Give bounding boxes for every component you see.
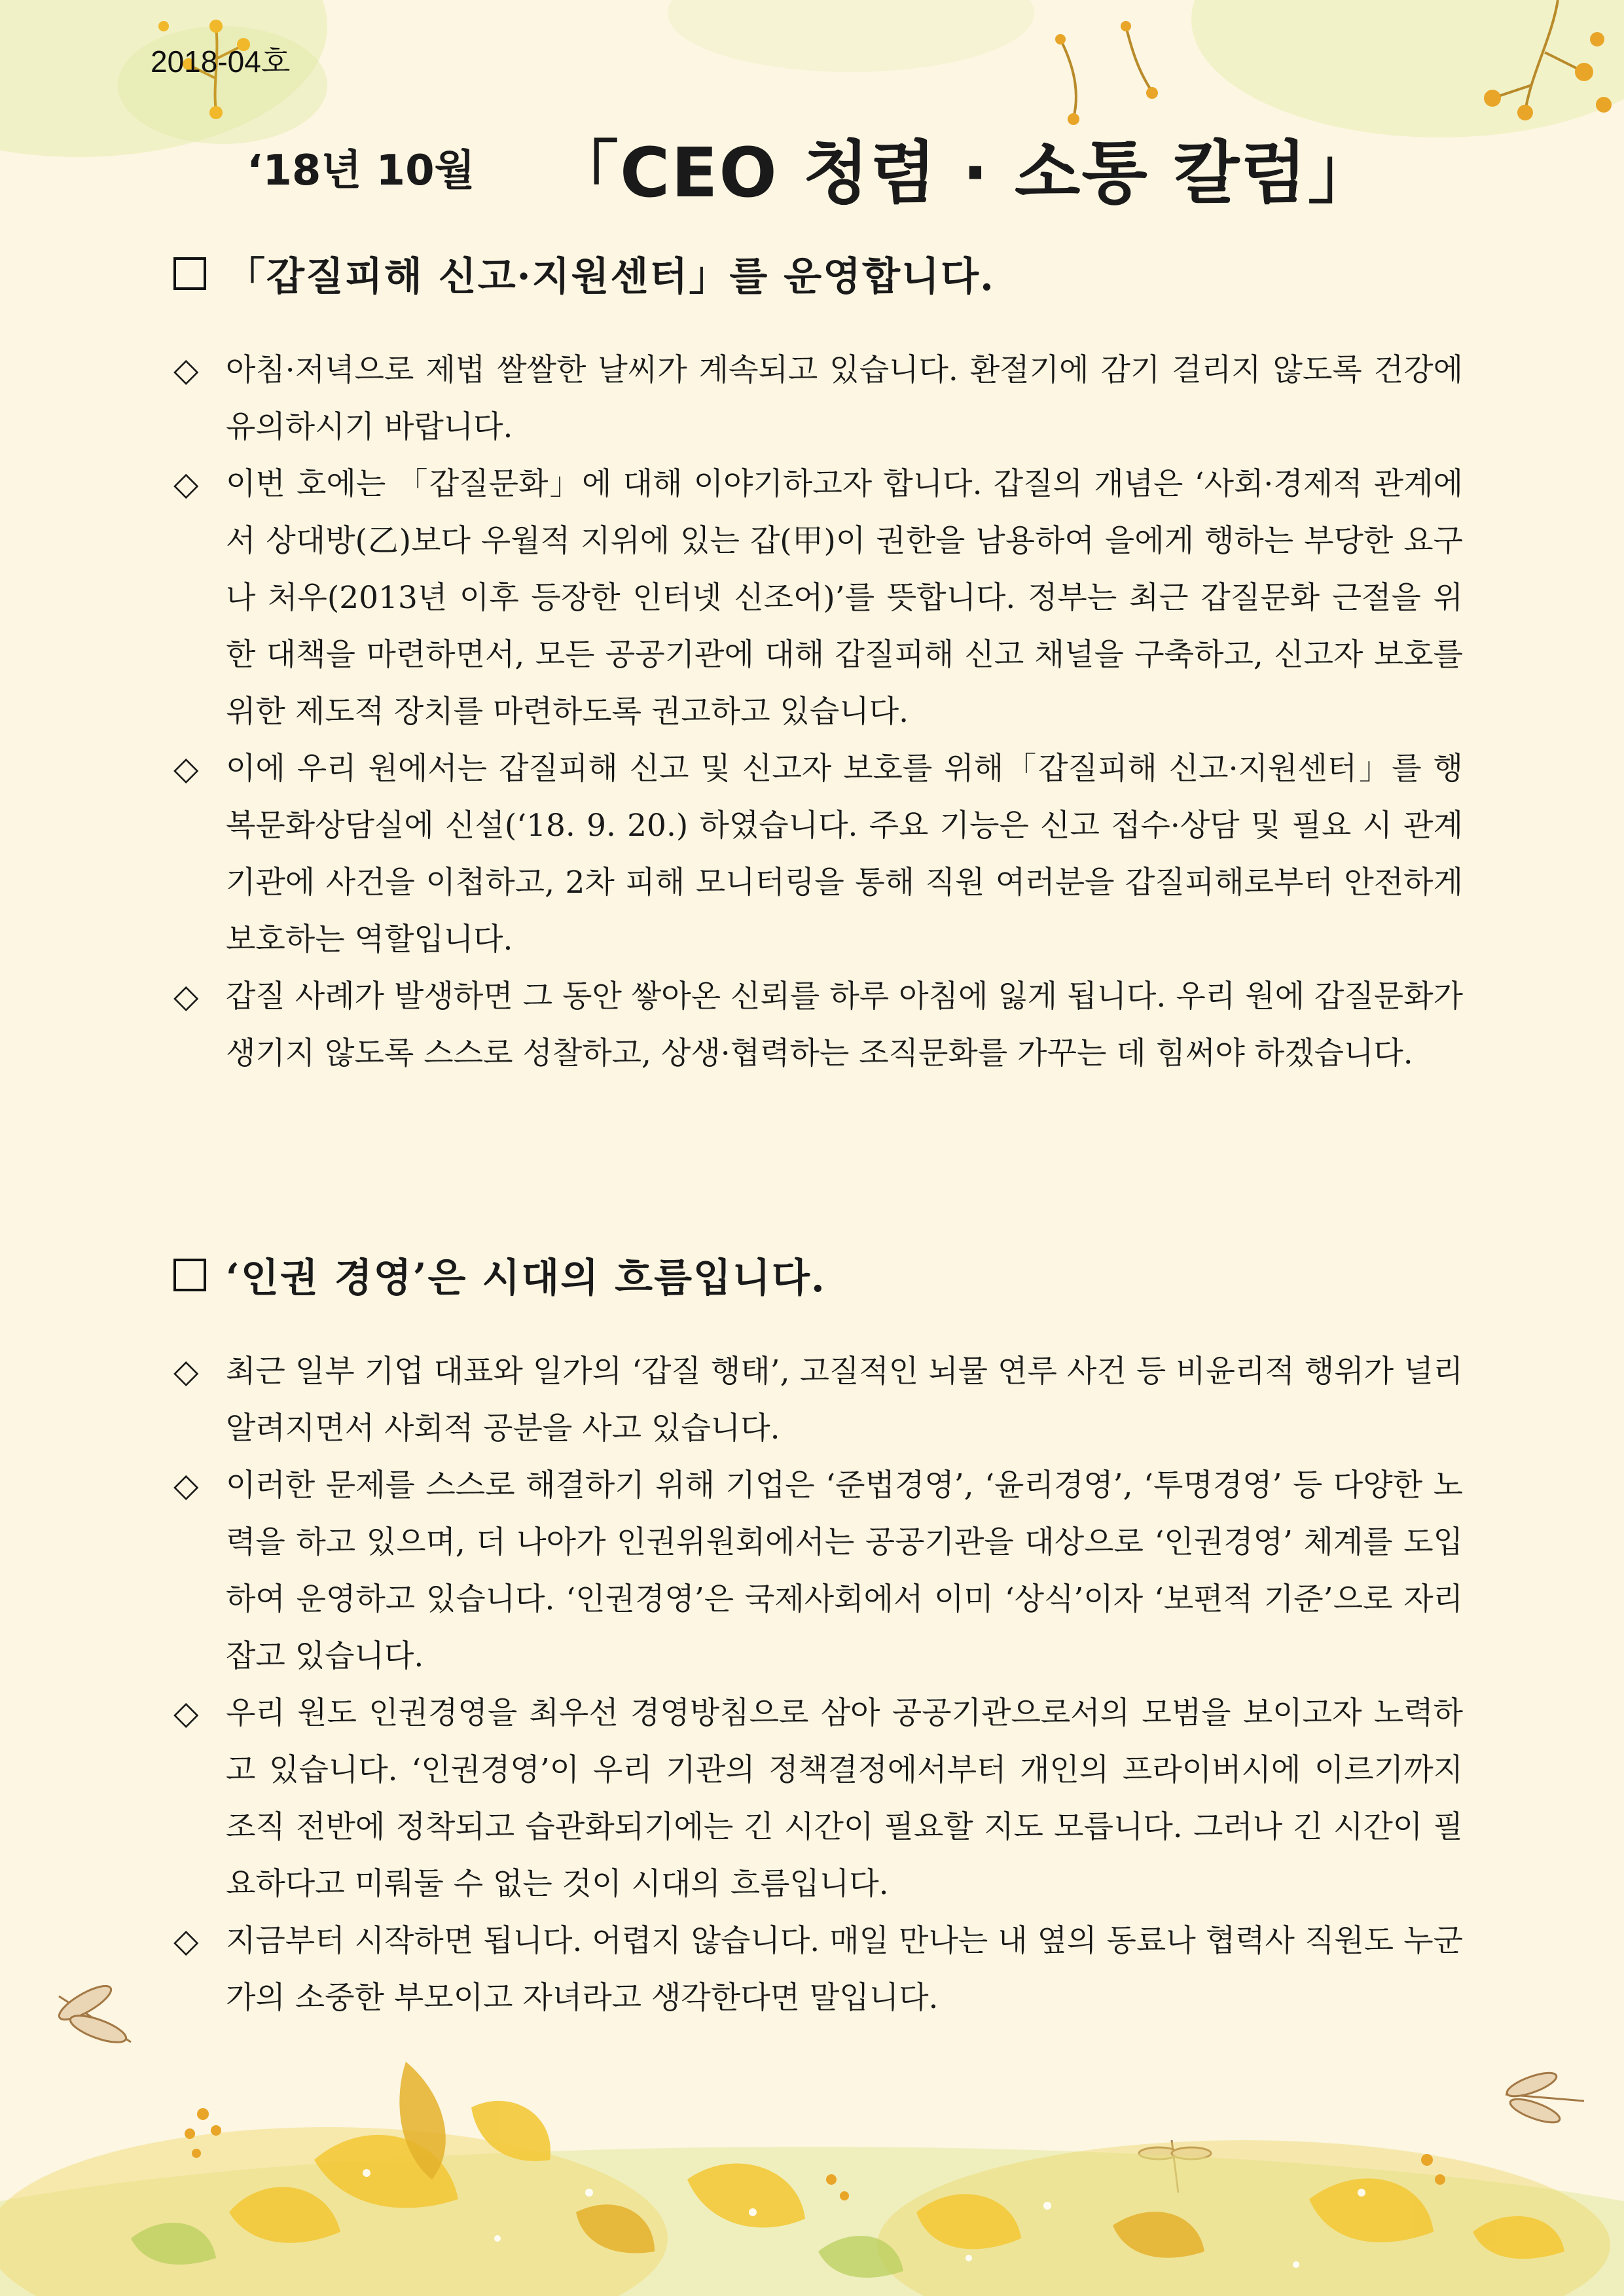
- list-item: [173, 1685, 1463, 1912]
- section-gapjil-center: [173, 242, 1463, 1082]
- diamond-icon: ◇: [173, 1694, 199, 1732]
- issue-number: 2018-04호: [151, 45, 291, 79]
- diamond-icon: ◇: [173, 1466, 199, 1504]
- section-heading: [173, 242, 1463, 305]
- paragraph: 우리 원도 인권경영을 최우선 경영방침으로 삼아 공공기관으로서의 모범을 보이고자 노력하고 있습니다. ‘인권경영’이 우리 기관의 정책결정에서부터 개인의 프라이버시에 이르기까지 조직 전반에 정착되고 습관화되기에는 긴 시간이 필요할 지도 모릅니다. 그러나 긴 시간이 필요하다고 미뤄둘 수 없는 것이 시대의 흐름입니다.: [226, 1695, 1463, 1902]
- section-human-rights: [173, 1244, 1463, 2026]
- paragraph: 아침·저녁으로 제법 쌀쌀한 날씨가 계속되고 있습니다. 환절기에 감기 걸리지 않도록 건강에 유의하시기 바랍니다.: [226, 352, 1463, 445]
- title-date: ‘18년 10월: [247, 147, 475, 195]
- diamond-icon: ◇: [173, 749, 199, 787]
- list-item: [173, 1912, 1463, 2026]
- paragraph: 이번 호에는 「갑질문화」에 대해 이야기하고자 합니다. 갑질의 개념은 ‘사회·경제적 관계에서 상대방(乙)보다 우월적 지위에 있는 갑(甲)이 권한을 남용하여 을에게 행하는 부당한 요구나 처우(2013년 이후 등장한 인터넷 신조어)’를 뜻합니다. 정부는 최근 갑질문화 근절을 위한 대책을 마련하면서, 모든 공공기관에 대해 갑질피해 신고 채널을 구축하고, 신고자 보호를 위한 제도적 장치를 마련하도록 권고하고 있습니다.: [226, 466, 1463, 730]
- list-item: [173, 1457, 1463, 1685]
- diamond-icon: ◇: [173, 977, 199, 1015]
- section-title: 「갑질피해 신고·지원센터」를 운영합니다.: [226, 254, 995, 300]
- list-item: [173, 1343, 1463, 1457]
- bullet-list: [173, 1343, 1463, 2026]
- paragraph: 이러한 문제를 스스로 해결하기 위해 기업은 ‘준법경영’, ‘윤리경영’, ‘투명경영’ 등 다양한 노력을 하고 있으며, 더 나아가 인권위원회에서는 공공기관을 대상으로 ‘인권경영’ 체계를 도입하여 운영하고 있습니다. ‘인권경영’은 국제사회에서 이미 ‘상식’이자 ‘보편적 기준’으로 자리잡고 있습니다.: [226, 1467, 1463, 1674]
- diamond-icon: ◇: [173, 351, 199, 389]
- diamond-icon: ◇: [173, 465, 199, 503]
- section-heading: [173, 1244, 1463, 1306]
- dragonfly-icon: [55, 1980, 131, 2047]
- top-center-blob: [668, 0, 1034, 72]
- diamond-icon: ◇: [173, 1352, 199, 1390]
- list-item: [173, 968, 1463, 1082]
- section-title: ‘인권 경영’은 시대의 흐름입니다.: [226, 1255, 826, 1301]
- paragraph: 이에 우리 원에서는 갑질피해 신고 및 신고자 보호를 위해「갑질피해 신고·지원센터」를 행복문화상담실에 신설(‘18. 9. 20.) 하였습니다. 주요 기능은 신고 접수·상담 및 필요 시 관계기관에 사건을 이첩하고, 2차 피해 모니터링을 통해 직원 여러분을 갑질피해로부터 안전하게 보호하는 역할입니다.: [226, 751, 1463, 958]
- empty-square-icon: [173, 257, 206, 290]
- dragonfly-icon: [1504, 2068, 1584, 2127]
- top-right-blob: [1191, 0, 1624, 137]
- list-item: [173, 740, 1463, 968]
- empty-square-icon: [173, 1259, 206, 1291]
- list-item: [173, 456, 1463, 740]
- paragraph: 지금부터 시작하면 됩니다. 어렵지 않습니다. 매일 만나는 내 옆의 동료나 협력사 직원도 누군가의 소중한 부모이고 자녀라고 생각한다면 말입니다.: [226, 1923, 1463, 2016]
- list-item: [173, 342, 1463, 456]
- paragraph: 갑질 사례가 발생하면 그 동안 쌓아온 신뢰를 하루 아침에 잃게 됩니다. 우리 원에 갑질문화가 생기지 않도록 스스로 성찰하고, 상생·협력하는 조직문화를 가꾸는 데 힘써야 하겠습니다.: [226, 978, 1463, 1071]
- paragraph: 최근 일부 기업 대표와 일가의 ‘갑질 행태’, 고질적인 뇌물 연루 사건 등 비윤리적 행위가 널리 알려지면서 사회적 공분을 사고 있습니다.: [226, 1354, 1463, 1446]
- page-title: 「CEO 청렴 · 소통 칼럼」: [550, 133, 1377, 213]
- bullet-list: [173, 342, 1463, 1082]
- column-title: [0, 118, 1624, 216]
- diamond-icon: ◇: [173, 1922, 199, 1960]
